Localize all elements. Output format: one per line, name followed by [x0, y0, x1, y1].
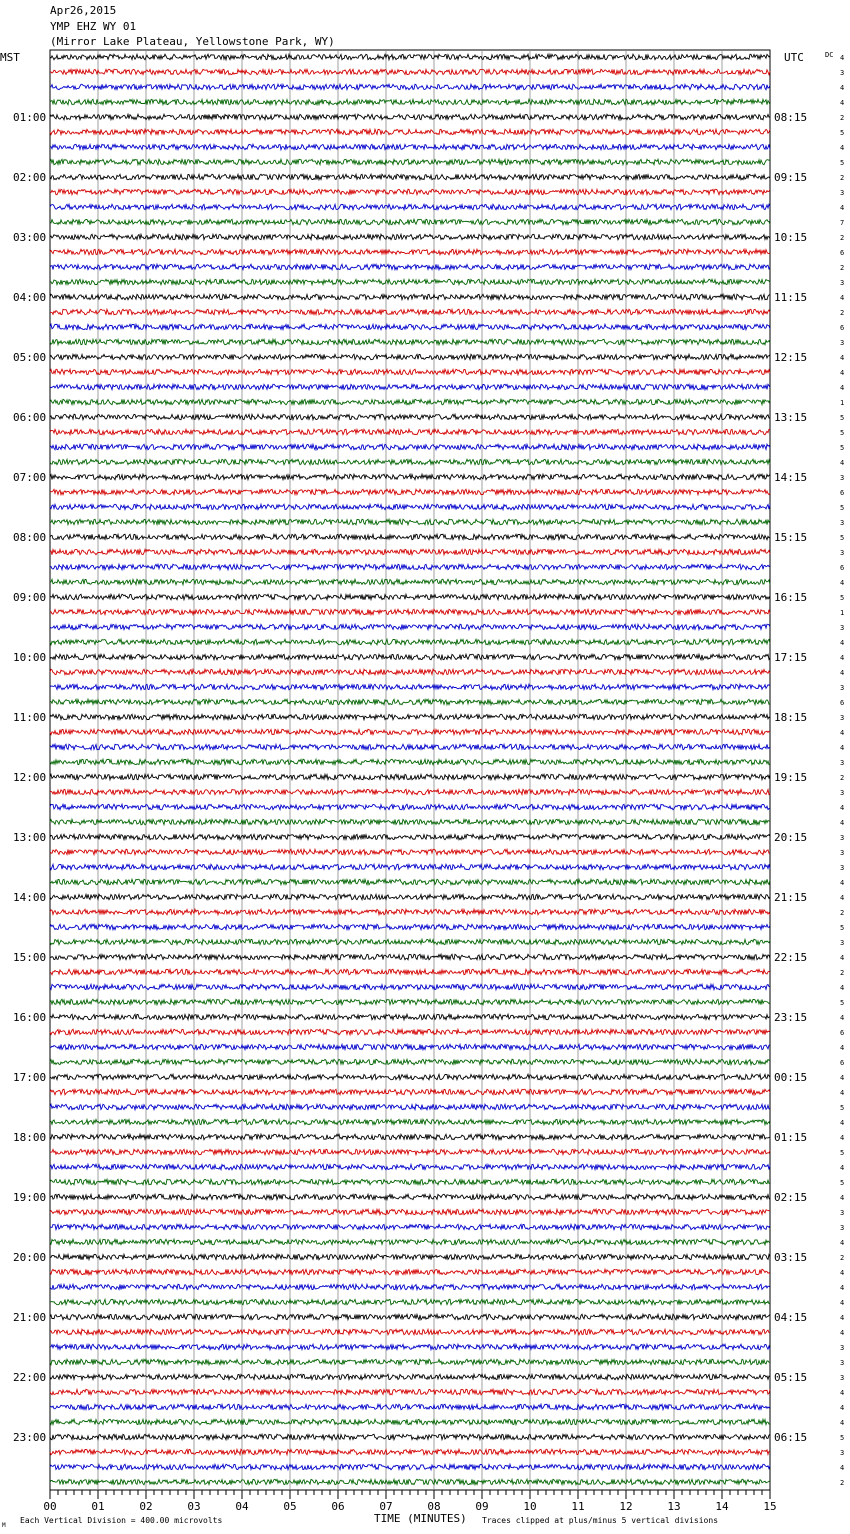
seismic-trace	[50, 699, 770, 704]
mst-hour-label: 04:00	[13, 291, 47, 304]
dc-offset-value: 3	[840, 1209, 845, 1217]
utc-hour-label: 18:15	[774, 711, 808, 724]
seismic-trace	[50, 924, 770, 929]
seismic-trace	[50, 219, 770, 224]
x-tick-label: 05	[283, 1500, 297, 1513]
mst-hour-label: 01:00	[13, 111, 47, 124]
x-tick-label: 06	[331, 1500, 345, 1513]
seismic-trace	[50, 1179, 770, 1184]
mst-hour-label: 17:00	[13, 1071, 47, 1084]
dc-offset-value: 2	[840, 1254, 845, 1262]
dc-offset-value: 4	[840, 1299, 845, 1307]
utc-hour-label: 12:15	[774, 351, 808, 364]
mst-hour-label: 10:00	[13, 651, 47, 664]
seismic-trace	[50, 1359, 770, 1364]
seismic-trace	[50, 1164, 770, 1169]
seismic-trace	[50, 669, 770, 674]
utc-hour-label: 06:15	[774, 1431, 808, 1444]
station-location: (Mirror Lake Plateau, Yellowstone Park, WY)	[50, 35, 335, 48]
utc-hour-label: 01:15	[774, 1131, 808, 1144]
dc-offset-value: 4	[840, 54, 845, 62]
seismic-trace	[50, 1344, 770, 1349]
seismic-trace	[50, 1224, 770, 1229]
seismic-trace	[50, 1194, 770, 1199]
dc-offset-value: 2	[840, 309, 845, 317]
utc-hour-label: 04:15	[774, 1311, 808, 1324]
seismic-trace	[50, 549, 770, 554]
seismic-trace	[50, 1389, 770, 1394]
utc-hour-label: 10:15	[774, 231, 808, 244]
corner-mark: M	[2, 1522, 6, 1529]
dc-offset-value: 2	[840, 264, 845, 272]
dc-offset-value: 6	[840, 489, 845, 497]
dc-offset-value: 4	[840, 1284, 845, 1292]
utc-hour-label: 19:15	[774, 771, 808, 784]
dc-offset-value: 3	[840, 624, 845, 632]
dc-offset-value: 4	[840, 204, 845, 212]
utc-hour-label: 23:15	[774, 1011, 808, 1024]
seismic-trace	[50, 729, 770, 734]
dc-offset-value: 4	[840, 354, 845, 362]
dc-offset-value: 4	[840, 459, 845, 467]
dc-offset-value: 3	[840, 1359, 845, 1367]
seismic-trace	[50, 204, 770, 209]
seismic-trace	[50, 144, 770, 149]
utc-hour-label: 14:15	[774, 471, 808, 484]
seismic-trace	[50, 519, 770, 524]
dc-offset-value: 3	[840, 939, 845, 947]
mst-hour-label: 15:00	[13, 951, 47, 964]
seismic-trace	[50, 819, 770, 824]
seismic-trace	[50, 159, 770, 164]
utc-hour-label: 05:15	[774, 1371, 808, 1384]
dc-offset-value: 3	[840, 1374, 845, 1382]
seismic-trace	[50, 609, 770, 614]
utc-hour-label: 17:15	[774, 651, 808, 664]
dc-offset-value: 4	[840, 1014, 845, 1022]
dc-offset-value: 4	[840, 369, 845, 377]
dc-offset-value: 6	[840, 249, 845, 257]
seismic-trace	[50, 894, 770, 899]
seismic-trace	[50, 1134, 770, 1139]
seismic-trace	[50, 324, 770, 329]
dc-offset-value: 4	[840, 669, 845, 677]
seismic-trace	[50, 369, 770, 374]
seismic-trace	[50, 54, 770, 59]
dc-offset-value: 6	[840, 1029, 845, 1037]
utc-hour-label: 02:15	[774, 1191, 808, 1204]
dc-offset-value: 4	[840, 1089, 845, 1097]
seismic-trace	[50, 1254, 770, 1259]
right-zone-label: UTC	[784, 51, 804, 64]
dc-offset-value: 4	[840, 579, 845, 587]
x-axis-title: TIME (MINUTES)	[374, 1512, 467, 1525]
seismic-trace	[50, 414, 770, 419]
station-code: YMP EHZ WY 01	[50, 20, 137, 33]
seismic-trace	[50, 744, 770, 749]
seismic-trace	[50, 1404, 770, 1409]
seismic-trace	[50, 834, 770, 839]
utc-hour-label: 03:15	[774, 1251, 808, 1264]
mst-hour-label: 09:00	[13, 591, 47, 604]
dc-offset-value: 5	[840, 159, 845, 167]
seismic-trace	[50, 909, 770, 914]
seismic-trace	[50, 399, 770, 404]
seismic-trace	[50, 579, 770, 584]
dc-offset-value: 2	[840, 1479, 845, 1487]
dc-offset-value: 5	[840, 429, 845, 437]
seismic-trace	[50, 999, 770, 1004]
seismic-trace	[50, 1374, 770, 1379]
mst-hour-label: 05:00	[13, 351, 47, 364]
seismic-trace	[50, 774, 770, 779]
trace-group	[50, 54, 770, 1484]
seismic-trace	[50, 594, 770, 599]
dc-offset-value: 4	[840, 1074, 845, 1082]
dc-offset-value: 5	[840, 1179, 845, 1187]
seismic-trace	[50, 444, 770, 449]
utc-hour-label: 16:15	[774, 591, 808, 604]
dc-offset-value: 4	[840, 804, 845, 812]
dc-offset-value: 3	[840, 279, 845, 287]
x-tick-label: 00	[43, 1500, 57, 1513]
mst-hour-label: 03:00	[13, 231, 47, 244]
utc-hour-label: 21:15	[774, 891, 808, 904]
dc-offset-value: 3	[840, 69, 845, 77]
dc-offset-value: 4	[840, 84, 845, 92]
dc-offset-value: 4	[840, 1134, 845, 1142]
dc-offset-value: 4	[840, 1329, 845, 1337]
dc-offset-value: 4	[840, 654, 845, 662]
seismic-trace	[50, 174, 770, 179]
seismic-trace	[50, 489, 770, 494]
utc-hour-label: 15:15	[774, 531, 808, 544]
seismic-trace	[50, 864, 770, 869]
dc-offset-value: 3	[840, 339, 845, 347]
dc-offset-value: 6	[840, 564, 845, 572]
seismic-trace	[50, 1419, 770, 1424]
chart-date: Apr26,2015	[50, 4, 117, 17]
left-zone-label: MST	[0, 51, 20, 64]
seismic-trace	[50, 879, 770, 884]
seismic-trace	[50, 69, 770, 74]
seismic-trace	[50, 759, 770, 764]
x-tick-label: 14	[715, 1500, 729, 1513]
dc-offset-value: 5	[840, 1104, 845, 1112]
mst-hour-label: 16:00	[13, 1011, 47, 1024]
x-tick-label: 04	[235, 1500, 249, 1513]
dc-offset-value: 4	[840, 384, 845, 392]
dc-offset-value: 2	[840, 234, 845, 242]
mst-hour-label: 20:00	[13, 1251, 47, 1264]
mst-hour-label: 12:00	[13, 771, 47, 784]
dc-offset-value: 4	[840, 639, 845, 647]
mst-hour-label: 19:00	[13, 1191, 47, 1204]
dc-offset-value: 3	[840, 1344, 845, 1352]
dc-offset-value: 4	[840, 1314, 845, 1322]
seismic-trace	[50, 474, 770, 479]
utc-hour-label: 22:15	[774, 951, 808, 964]
dc-offset-value: 3	[840, 789, 845, 797]
x-tick-label: 09	[475, 1500, 489, 1513]
mst-hour-label: 07:00	[13, 471, 47, 484]
dc-offset-value: 4	[840, 1419, 845, 1427]
utc-hour-label: 08:15	[774, 111, 808, 124]
seismic-trace	[50, 1284, 770, 1289]
seismic-trace	[50, 654, 770, 659]
dc-offset-value: 3	[840, 684, 845, 692]
seismic-trace	[50, 1449, 770, 1454]
seismic-trace	[50, 564, 770, 569]
dc-offset-value: 4	[840, 1464, 845, 1472]
dc-offset-value: 3	[840, 759, 845, 767]
seismic-trace	[50, 429, 770, 434]
dc-offset-value: 6	[840, 324, 845, 332]
seismic-trace	[50, 714, 770, 719]
seismic-trace	[50, 309, 770, 314]
dc-offset-value: 3	[840, 519, 845, 527]
dc-offset-value: 5	[840, 129, 845, 137]
seismic-trace	[50, 1239, 770, 1244]
seismic-trace	[50, 234, 770, 239]
dc-offset-value: 2	[840, 174, 845, 182]
seismic-trace	[50, 1119, 770, 1124]
x-tick-label: 08	[427, 1500, 441, 1513]
x-tick-label: 02	[139, 1500, 153, 1513]
dc-offset-value: 5	[840, 924, 845, 932]
seismic-trace	[50, 1329, 770, 1334]
dc-offset-value: 4	[840, 294, 845, 302]
mst-hour-label: 06:00	[13, 411, 47, 424]
dc-offset-value: 2	[840, 909, 845, 917]
dc-offset-value: 4	[840, 984, 845, 992]
dc-offset-value: 3	[840, 864, 845, 872]
mst-hour-label: 14:00	[13, 891, 47, 904]
seismic-trace	[50, 504, 770, 509]
seismic-trace	[50, 1299, 770, 1304]
dc-offset-value: 7	[840, 219, 845, 227]
seismic-trace	[50, 1014, 770, 1019]
dc-offset-value: 3	[840, 549, 845, 557]
dc-offset-value: 5	[840, 414, 845, 422]
mst-hour-label: 18:00	[13, 1131, 47, 1144]
dc-offset-value: 4	[840, 819, 845, 827]
dc-offset-value: 5	[840, 504, 845, 512]
seismic-trace	[50, 249, 770, 254]
x-tick-label: 03	[187, 1500, 201, 1513]
mst-hour-label: 22:00	[13, 1371, 47, 1384]
seismic-trace	[50, 1044, 770, 1049]
dc-offset-value: 4	[840, 744, 845, 752]
dc-offset-value: 3	[840, 1449, 845, 1457]
dc-offset-value: 4	[840, 894, 845, 902]
dc-offset-value: 4	[840, 1164, 845, 1172]
x-tick-label: 13	[667, 1500, 681, 1513]
seismic-trace	[50, 114, 770, 119]
seismic-trace	[50, 1059, 770, 1064]
dc-offset-value: 3	[840, 189, 845, 197]
seismic-trace	[50, 354, 770, 359]
seismic-trace	[50, 1089, 770, 1094]
dc-offset-value: 1	[840, 609, 845, 617]
dc-offset-value: 2	[840, 774, 845, 782]
dc-offset-value: 4	[840, 954, 845, 962]
footer-right-note: Traces clipped at plus/minus 5 vertical divisions	[482, 1516, 719, 1525]
seismic-trace	[50, 639, 770, 644]
dc-offset-value: 5	[840, 444, 845, 452]
seismic-trace	[50, 1434, 770, 1439]
x-tick-label: 12	[619, 1500, 633, 1513]
dc-offset-value: 3	[840, 1224, 845, 1232]
seismic-trace	[50, 969, 770, 974]
dc-offset-value: 5	[840, 1434, 845, 1442]
seismic-trace	[50, 294, 770, 299]
seismic-trace	[50, 279, 770, 284]
dc-offset-value: 3	[840, 834, 845, 842]
seismic-trace	[50, 264, 770, 269]
seismic-trace	[50, 804, 770, 809]
dc-offset-value: 4	[840, 144, 845, 152]
dc-offset-value: 3	[840, 849, 845, 857]
seismic-trace	[50, 459, 770, 464]
seismic-trace	[50, 1464, 770, 1469]
utc-hour-label: 20:15	[774, 831, 808, 844]
utc-hour-label: 09:15	[774, 171, 808, 184]
dc-offset-value: 2	[840, 114, 845, 122]
dc-offset-value: 6	[840, 699, 845, 707]
seismic-trace	[50, 84, 770, 89]
dc-label: DC	[825, 51, 834, 59]
dc-offset-value: 4	[840, 729, 845, 737]
dc-offset-value: 5	[840, 534, 845, 542]
x-tick-label: 11	[571, 1500, 585, 1513]
dc-offset-value: 4	[840, 1119, 845, 1127]
seismic-trace	[50, 339, 770, 344]
seismic-trace	[50, 189, 770, 194]
dc-offset-value: 6	[840, 1059, 845, 1067]
seismic-trace	[50, 1314, 770, 1319]
seismic-trace	[50, 534, 770, 539]
x-tick-label: 10	[523, 1500, 537, 1513]
dc-offset-value: 4	[840, 1269, 845, 1277]
seismic-trace	[50, 129, 770, 134]
seismic-trace	[50, 1149, 770, 1154]
seismic-trace	[50, 99, 770, 104]
seismic-trace	[50, 849, 770, 854]
dc-offset-value: 4	[840, 1389, 845, 1397]
mst-hour-label: 21:00	[13, 1311, 47, 1324]
dc-offset-value: 4	[840, 879, 845, 887]
dc-offset-value: 3	[840, 714, 845, 722]
dc-offset-value: 5	[840, 1149, 845, 1157]
seismic-trace	[50, 954, 770, 959]
x-tick-label: 15	[763, 1500, 777, 1513]
footer-left-note: Each Vertical Division = 400.00 microvolts	[20, 1516, 223, 1525]
x-tick-label: 07	[379, 1500, 393, 1513]
dc-offset-value: 5	[840, 594, 845, 602]
utc-hour-label: 00:15	[774, 1071, 808, 1084]
seismic-trace	[50, 624, 770, 629]
utc-hour-label: 11:15	[774, 291, 808, 304]
seismic-trace	[50, 984, 770, 989]
dc-offset-value: 1	[840, 399, 845, 407]
seismic-trace	[50, 1104, 770, 1109]
seismic-trace	[50, 939, 770, 944]
seismic-trace	[50, 1209, 770, 1214]
dc-offset-value: 4	[840, 1044, 845, 1052]
x-tick-label: 01	[91, 1500, 105, 1513]
dc-offset-value: 5	[840, 999, 845, 1007]
seismic-trace	[50, 1269, 770, 1274]
dc-offset-value: 4	[840, 1404, 845, 1412]
mst-hour-label: 23:00	[13, 1431, 47, 1444]
dc-offset-value: 4	[840, 1194, 845, 1202]
mst-hour-label: 08:00	[13, 531, 47, 544]
mst-hour-label: 13:00	[13, 831, 47, 844]
seismic-trace	[50, 384, 770, 389]
seismic-trace	[50, 684, 770, 689]
seismic-trace	[50, 1029, 770, 1034]
mst-hour-label: 11:00	[13, 711, 47, 724]
seismic-trace	[50, 1479, 770, 1484]
mst-hour-label: 02:00	[13, 171, 47, 184]
dc-offset-value: 3	[840, 474, 845, 482]
dc-offset-value: 4	[840, 1239, 845, 1247]
seismic-trace	[50, 789, 770, 794]
dc-offset-value: 2	[840, 969, 845, 977]
seismic-trace	[50, 1074, 770, 1079]
utc-hour-label: 13:15	[774, 411, 808, 424]
dc-offset-value: 4	[840, 99, 845, 107]
